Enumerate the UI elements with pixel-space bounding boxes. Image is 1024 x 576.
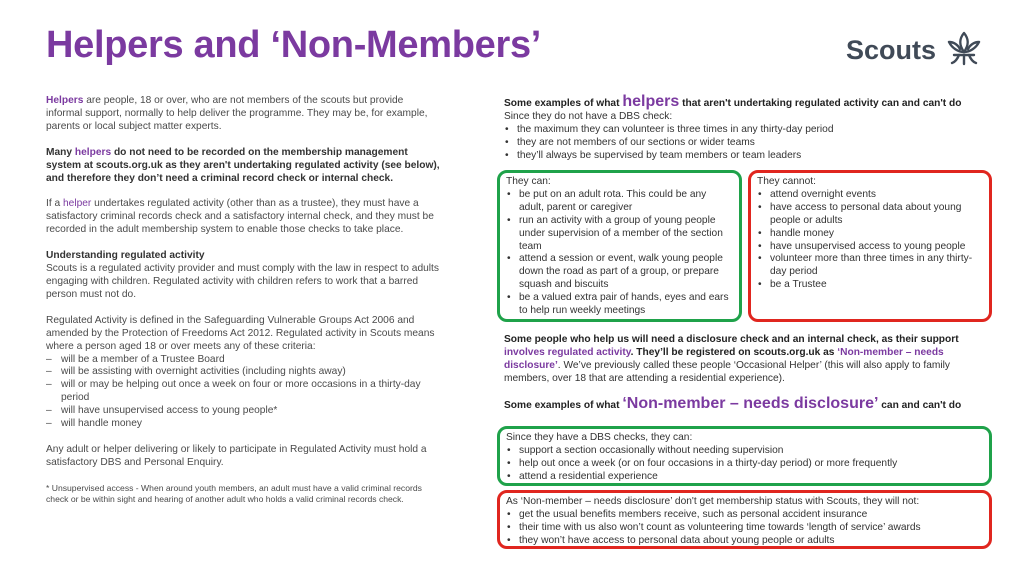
dbs-requirement: Any adult or helper delivering or likely to participate in Regulated Activity must hold a satisfactory DBS and Personal Enquiry. bbox=[46, 443, 427, 468]
non-member-cannot-list bbox=[506, 509, 983, 548]
list-item: • they’ll always be supervised by team members or team leaders bbox=[504, 150, 974, 163]
non-member-paragraph: Some people who help us will need a disclosure check and an internal check, as their support involves regulated activity. They’ll be registered on scouts.org.uk as ‘Non-member – needs disclosure’. We’ve previously called these people ‘Occasional Helper’ (this will also apply to family members, over 18 that are attending a residential experience). bbox=[504, 334, 959, 384]
helpers-heading: Some examples of what helpers that aren't undertaking regulated activity can and can't do bbox=[504, 93, 962, 110]
list-item: • be a valued extra pair of hands, eyes and ears to help run weekly meetings bbox=[506, 292, 733, 318]
non-member-can-box bbox=[497, 426, 992, 486]
criteria-list bbox=[46, 354, 441, 431]
non-member-cannot-box bbox=[497, 490, 992, 549]
list-item: • be a Trustee bbox=[757, 279, 983, 292]
list-item: • attend overnight events bbox=[757, 189, 983, 202]
they-cannot-list bbox=[757, 189, 983, 292]
regulated-definition: Regulated Activity is defined in the Safeguarding Vulnerable Groups Act 2006 and amended by the Protection of Freedoms Act 2012. Regulated activity in Scouts means where a person aged 18 or over meets any of these criteria: bbox=[46, 314, 435, 352]
list-item: • have unsupervised access to young people bbox=[757, 241, 983, 254]
list-item: – will have unsupervised access to young people* bbox=[46, 405, 441, 418]
list-item: • be put on an adult rota. This could be any adult, parent or caregiver bbox=[506, 189, 733, 215]
helpers-section bbox=[504, 93, 974, 163]
they-can-box bbox=[497, 170, 742, 322]
list-item: – will be assisting with overnight activities (including nights away) bbox=[46, 366, 441, 379]
list-item: • they are not members of our sections or wider teams bbox=[504, 137, 974, 150]
list-item: • handle money bbox=[757, 228, 983, 241]
understanding-heading: Understanding regulated activity bbox=[46, 250, 205, 262]
list-item: • support a section occasionally without needing supervision bbox=[506, 445, 983, 458]
list-item: – will handle money bbox=[46, 418, 441, 431]
footnote: * Unsupervised access - When around youth members, an adult must have a valid criminal records check or be within sight and hearing of another adult who holds a valid criminal records check. bbox=[46, 482, 422, 504]
list-item: • have access to personal data about young people or adults bbox=[757, 202, 983, 228]
fleur-de-lis-icon bbox=[944, 30, 984, 70]
they-can-title: They can: bbox=[506, 176, 551, 187]
they-cannot-title: They cannot: bbox=[757, 176, 816, 187]
non-member-can-list bbox=[506, 445, 983, 484]
list-item: • attend a session or event, walk young people down the road as part of a group, or prepare squash and biscuits bbox=[506, 253, 733, 292]
they-cannot-box bbox=[748, 170, 992, 322]
list-item: – will be a member of a Trustee Board bbox=[46, 354, 441, 367]
list-item: • attend a residential experience bbox=[506, 471, 983, 484]
they-can-list bbox=[506, 189, 733, 318]
list-item: • their time with us also won’t count as volunteering time towards ‘length of service’ awards bbox=[506, 522, 983, 535]
scouts-logo bbox=[846, 30, 984, 70]
non-member-can-intro: Since they have a DBS checks, they can: bbox=[506, 432, 693, 443]
list-item: • they won’t have access to personal data about young people or adults bbox=[506, 535, 983, 548]
non-member-cannot-intro: As ‘Non-member – needs disclosure’ don't get membership status with Scouts, they will not: bbox=[506, 496, 920, 507]
helpers-definition: Helpers are people, 18 or over, who are not members of the scouts but provide informal support, normally to help deliver the programme. They may be, for example, parents or local subject matter experts. bbox=[46, 95, 428, 132]
list-item: • volunteer more than three times in any thirty-day period bbox=[757, 253, 983, 279]
helpers-intro: Since they do not have a DBS check: bbox=[504, 110, 673, 122]
list-item: – will or may be helping out once a week on four or more occasions in a thirty-day period bbox=[46, 379, 441, 405]
list-item: • the maximum they can volunteer is three times in any thirty-day period bbox=[504, 124, 974, 137]
left-column bbox=[46, 95, 441, 505]
list-item: • help out once a week (or on four occasions in a thirty-day period) or more frequently bbox=[506, 458, 983, 471]
helpers-recording: Many helpers do not need to be recorded on the membership management system at scouts.org.uk as they aren't undertaking regulated activity (see below), and therefore they don’t need a criminal record check or internal check. bbox=[46, 146, 440, 184]
logo-text: Scouts bbox=[846, 34, 937, 65]
understanding-text: Scouts is a regulated activity provider and must comply with the law in respect to adults engaging with children. Regulated activity with children refers to work that a barred person must not do. bbox=[46, 263, 439, 300]
helpers-points bbox=[504, 124, 974, 163]
list-item: • get the usual benefits members receive, such as personal accident insurance bbox=[506, 509, 983, 522]
non-member-heading: Some examples of what ‘Non-member – needs disclosure’ can and can't do bbox=[504, 395, 962, 412]
page-title: Helpers and ‘Non-Members’ bbox=[46, 24, 542, 66]
list-item: • run an activity with a group of young people under supervision of a member of the section team bbox=[506, 215, 733, 254]
helper-regulated: If a helper undertakes regulated activity (other than as a trustee), they must have a satisfactory criminal records check and a satisfactory internal check, and they must be recorded in the adult membership system to enable those checks to take place. bbox=[46, 198, 434, 236]
